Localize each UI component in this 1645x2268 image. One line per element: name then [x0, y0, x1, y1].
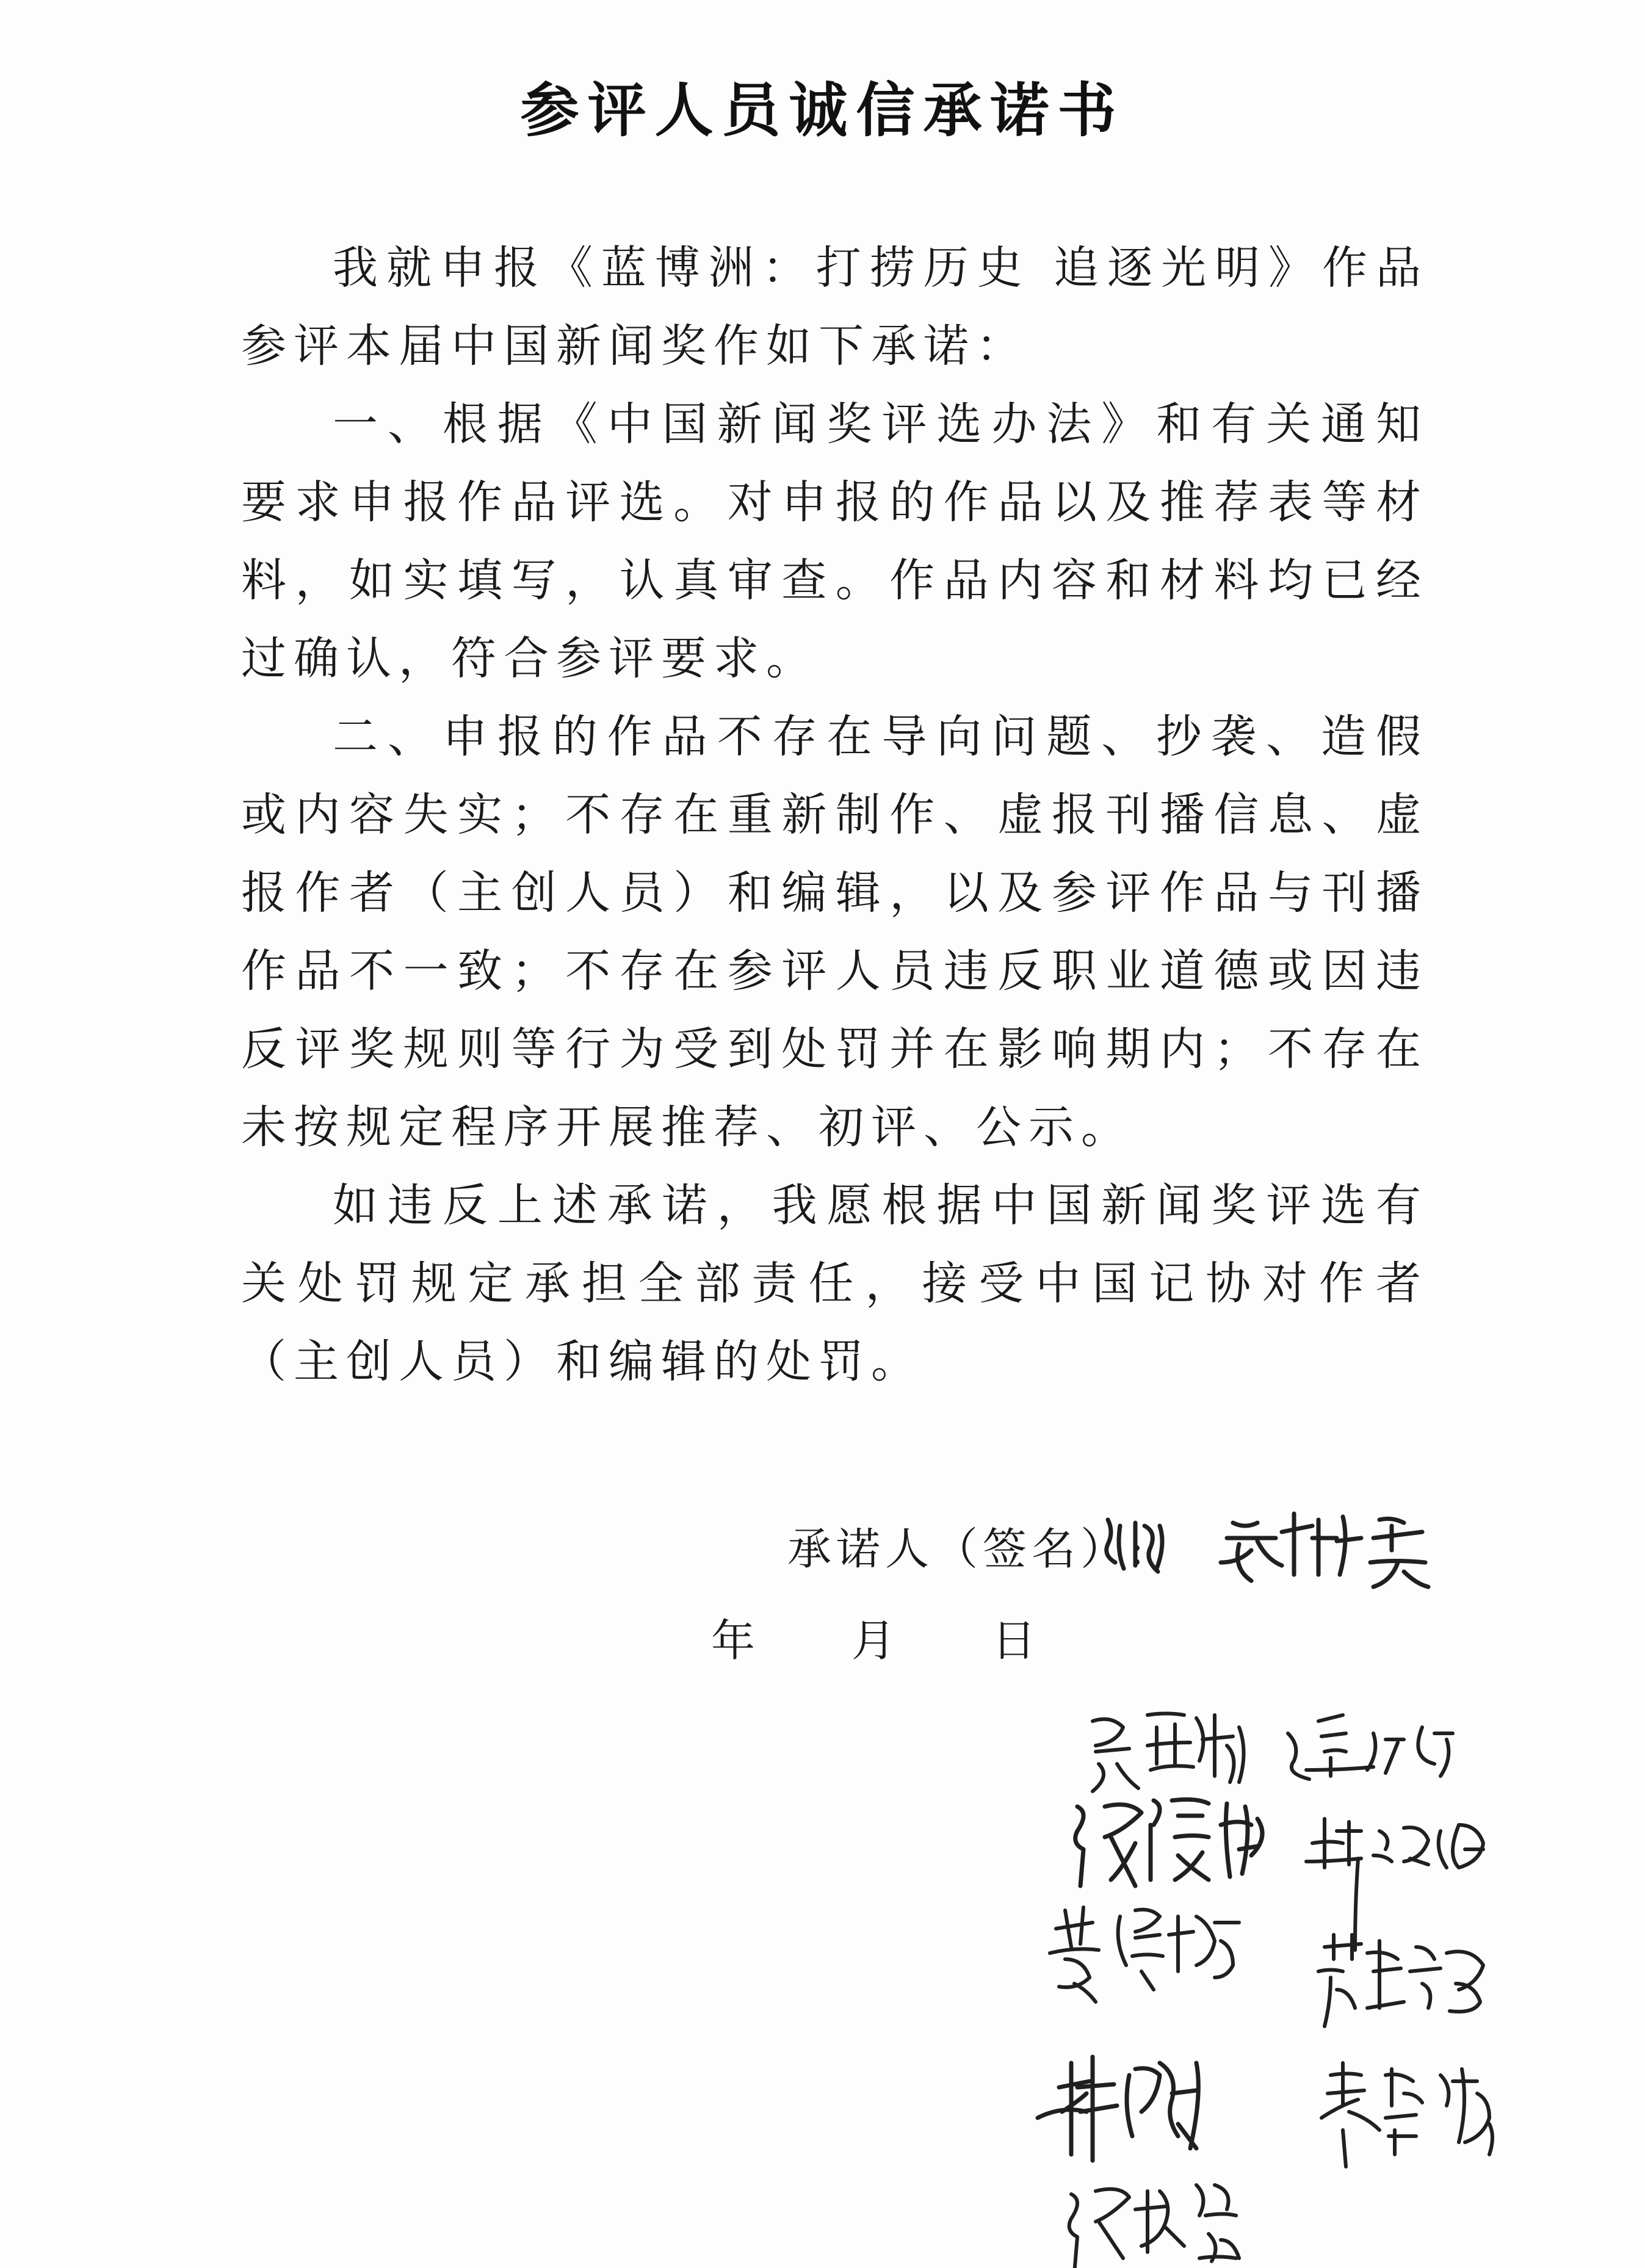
signature-8: [1038, 2057, 1198, 2161]
signature-10: [1069, 2185, 1239, 2268]
signature-1: [1107, 1514, 1428, 1587]
paragraph-liability: 如违反上述承诺，我愿根据中国新闻奖评选有关处罚规定承担全部责任，接受中国记协对作者（主创人员）和编辑的处罚。: [241, 1179, 1428, 1388]
date-day-label: 日: [992, 1615, 1036, 1666]
signature-2: [1093, 1714, 1244, 1792]
date-year-label: 年: [711, 1615, 756, 1666]
paragraph-intro: 我就申报《蓝博洲：打捞历史 追逐光明》作品参评本届中国新闻奖作如下承诺：: [241, 242, 1428, 372]
signature-4: [1076, 1799, 1262, 1886]
signature-7: [1318, 1935, 1483, 2026]
document-title: 参评人员诚信承诺书: [520, 76, 1125, 145]
signature-3: [1288, 1715, 1453, 1779]
signature-6: [1050, 1907, 1239, 2002]
signature-5: [1306, 1819, 1483, 1950]
pledger-signature-label: 承诺人（签名）:: [787, 1523, 1149, 1575]
paragraph-pledge-one: 一、根据《中国新闻奖评选办法》和有关通知要求申报作品评选。对申报的作品以及推荐表等材料，如实填写，认真审查。作品内容和材料均已经过确认，符合参评要求。: [241, 398, 1428, 685]
paragraph-pledge-two: 二、申报的作品不存在导向问题、抄袭、造假或内容失实；不存在重新制作、虚报刊播信息、虚报作者（主创人员）和编辑，以及参评作品与刊播作品不一致；不存在参评人员违反职业道德或因违反评奖规则等行为受到处罚并在影响期内；不存在未按规定程序开展推荐、初评、公示。: [241, 710, 1428, 1154]
signature-9: [1321, 2063, 1492, 2167]
date-month-label: 月: [851, 1615, 896, 1666]
document-body: [241, 229, 1428, 1401]
